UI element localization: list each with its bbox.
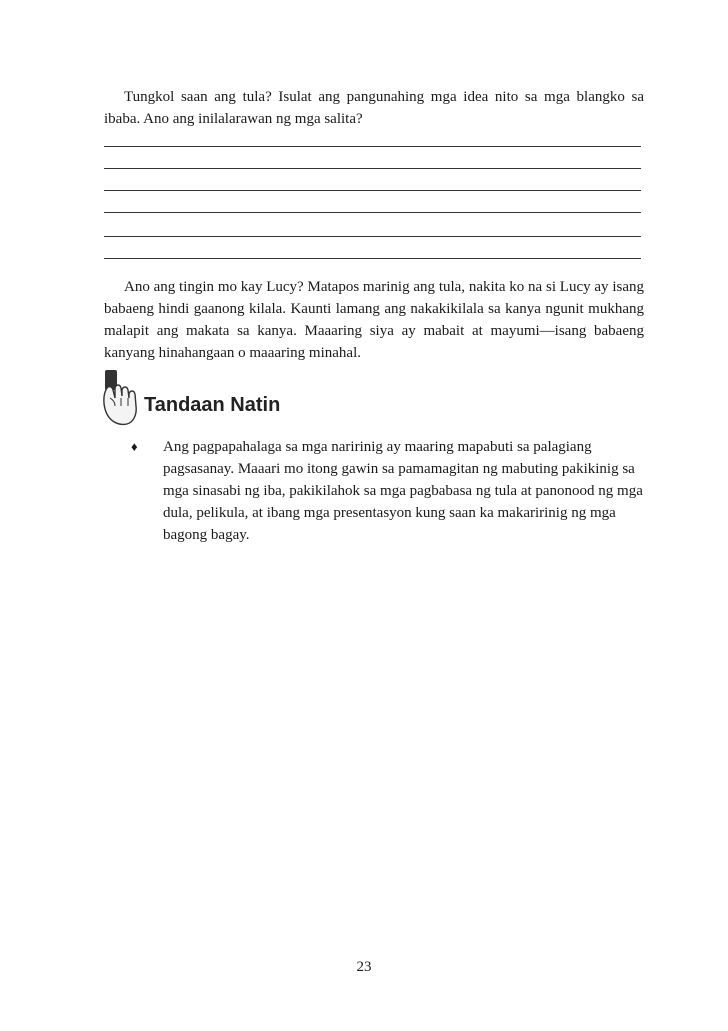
intro-paragraph: Tungkol saan ang tula? Isulat ang pangunahing mga idea nito sa mga blangko sa ibaba. Ano ang inilalarawan ng mga salita? bbox=[104, 89, 644, 127]
pointing-hand-icon bbox=[101, 368, 139, 428]
analysis-paragraph: Ano ang tingin mo kay Lucy? Matapos marinig ang tula, nakita ko na si Lucy ay isang babaeng hindi gaanong kilala. Kaunti lamang ang nakakikilala sa kanya ngunit mukhang malapit ang makata sa kanya. Maaaring siya ay mabait at mayumi—isang babaeng kanyang hinahangaan o maaaring minahal. bbox=[104, 279, 644, 361]
diamond-bullet-icon: ♦ bbox=[131, 439, 138, 454]
page-number: 23 bbox=[356, 959, 372, 975]
answer-line bbox=[104, 190, 641, 191]
bullet-text: Ang pagpapahalaga sa mga naririnig ay maaring mapabuti sa palagiang pagsasanay. Maaari mo itong gawin sa pamamagitan ng mabuting pakikinig sa mga sinasabi ng iba, pakikilahok sa mga pagbabasa ng tula at panonood ng mga dula, pelikula, at ibang mga presentasyon kung saan ka makaririnig ng mga bagong bagay. bbox=[163, 439, 643, 543]
answer-line bbox=[104, 146, 641, 147]
answer-line bbox=[104, 258, 641, 259]
answer-line bbox=[104, 168, 641, 169]
answer-line bbox=[104, 236, 641, 237]
answer-line bbox=[104, 212, 641, 213]
section-title: Tandaan Natin bbox=[144, 394, 281, 416]
